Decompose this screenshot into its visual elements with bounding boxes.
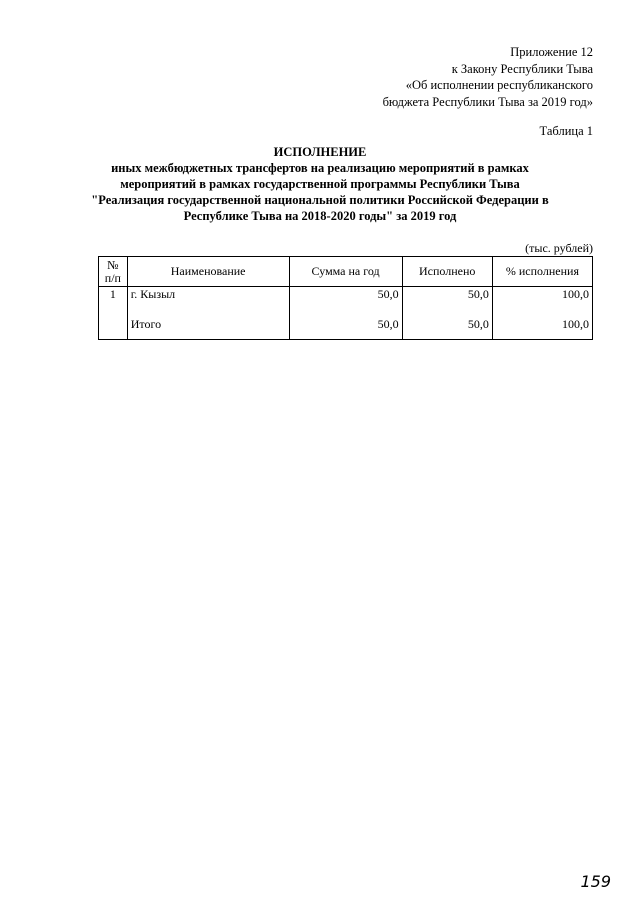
header-pct: % исполнения — [492, 257, 592, 287]
row-done: 50,0 — [467, 287, 489, 301]
row-num-cell — [99, 287, 128, 340]
appendix-line: к Закону Республики Тыва — [451, 61, 593, 76]
appendix-line: «Об исполнении республиканского — [405, 78, 593, 92]
heading-line: "Реализация государственной национальной политики Российской Федерации в — [91, 193, 549, 207]
heading-line: Республике Тыва на 2018-2020 годы" за 2019 год — [183, 209, 457, 223]
row-pct: 100,0 — [562, 287, 589, 301]
header-done: Исполнено — [402, 257, 492, 287]
page-number: 159 — [580, 872, 611, 891]
heading-line: мероприятий в рамках государственной программы Республики Тыва — [120, 177, 520, 191]
units-label: (тыс. рублей) — [525, 241, 593, 255]
row-done-cell — [402, 287, 492, 340]
table-row — [99, 287, 593, 340]
total-done: 50,0 — [467, 317, 489, 331]
document-heading — [80, 144, 560, 224]
total-name: Итого — [130, 317, 162, 331]
row-sum-cell — [289, 287, 402, 340]
row-pct-cell — [492, 287, 592, 340]
heading-title: ИСПОЛНЕНИЕ — [273, 145, 367, 159]
row-name-cell — [127, 287, 289, 340]
header-sum: Сумма на год — [289, 257, 402, 287]
appendix-line: бюджета Республики Тыва за 2019 год» — [382, 94, 593, 109]
total-sum: 50,0 — [377, 317, 399, 331]
appendix-header — [383, 44, 593, 110]
row-sum: 50,0 — [377, 287, 399, 301]
table-header-row — [99, 257, 593, 287]
appendix-line: Приложение 12 — [510, 45, 593, 59]
total-pct: 100,0 — [562, 317, 589, 331]
row-num: 1 — [109, 287, 116, 301]
header-num-line2: п/п — [104, 270, 121, 285]
table-label: Таблица 1 — [539, 124, 593, 138]
header-num-line1: № — [107, 257, 119, 272]
header-name: Наименование — [127, 257, 289, 287]
header-num — [99, 257, 128, 287]
heading-line: иных межбюджетных трансфертов на реализацию мероприятий в рамках — [111, 161, 529, 175]
row-name: г. Кызыл — [130, 287, 176, 301]
execution-table — [98, 256, 593, 340]
